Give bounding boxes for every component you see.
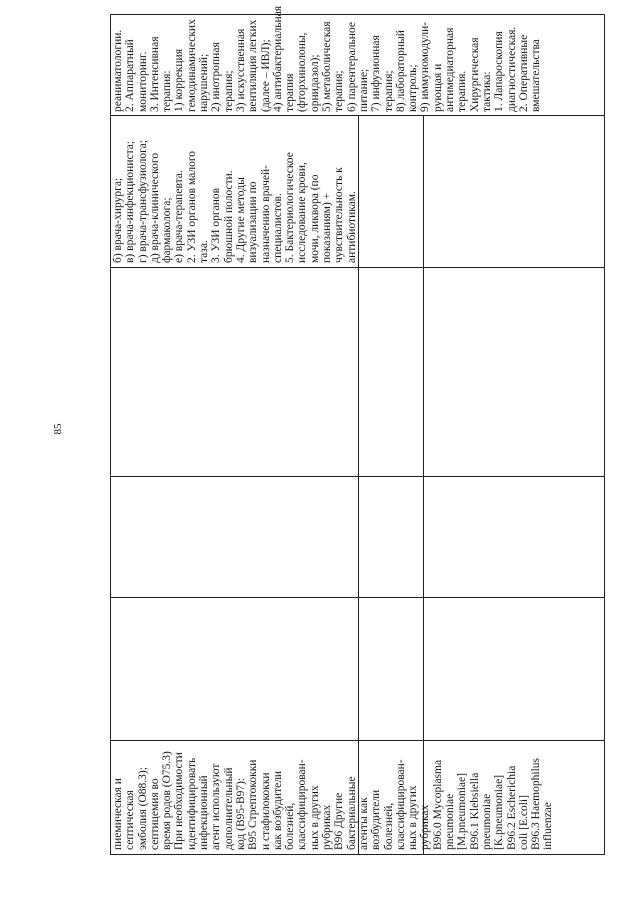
page-number: 85 <box>52 423 64 435</box>
text-line: 8) лабораторный <box>394 30 407 112</box>
text-line: 6) парентеральное <box>345 22 358 112</box>
text-line: B96.3 Haemophilus <box>530 758 543 850</box>
text-line: 5) метаболическая <box>321 21 334 112</box>
text-line: мониторинг. <box>136 51 149 112</box>
text-line: 7) инфузионная <box>370 35 383 112</box>
text-line: код (B95-B97): <box>234 777 247 850</box>
text-line: д) врача-клинического <box>148 152 161 263</box>
text-line: септицемия во <box>148 778 161 850</box>
text-line: coli [E.coli] <box>517 795 530 850</box>
text-line: [M.pneumoniae] <box>456 773 469 850</box>
text-line: диагностическая. <box>505 26 518 112</box>
text-line: При необходимости <box>173 752 186 850</box>
text-line: pneumoniae <box>480 793 493 850</box>
text-line: фармаколога; <box>161 197 174 263</box>
text-line: и стафилококки <box>259 772 272 850</box>
text-line: B96.2 Escherichia <box>505 765 518 850</box>
text-line: терапия. <box>456 70 469 112</box>
text-line: время родов (O75.3) <box>161 751 174 850</box>
text-line: influenzae <box>542 802 555 850</box>
text-line: 3. УЗИ органов <box>210 187 223 263</box>
text-line: реаниматологии. <box>112 29 124 112</box>
text-line: как возбудители <box>271 770 284 850</box>
text-line: рующая и <box>431 63 444 112</box>
text-line: 9) иммуномодули- <box>419 21 432 112</box>
text-line: вентиляция легких <box>247 19 260 112</box>
cell-treatment <box>112 0 547 112</box>
text-line: 4. Другие методы <box>234 177 247 263</box>
text-line: пиемическая и <box>112 778 124 850</box>
text-line: инфекционный <box>198 775 211 850</box>
text-line: контроль; <box>407 64 420 112</box>
cell-diagnosis-codes <box>112 744 582 850</box>
text-line: г) врача-трансфузиолога; <box>136 139 149 263</box>
text-line: 2. Оперативные <box>517 34 530 112</box>
text-line: терапия; <box>333 70 346 112</box>
text-line: специалистов. <box>271 193 284 263</box>
text-line: дополнительный <box>222 767 235 850</box>
text-line: орнидазол); <box>308 54 321 112</box>
text-line: бактериальные <box>345 776 358 850</box>
text-line: тактика: <box>480 71 493 112</box>
text-line: рубриках <box>321 804 334 850</box>
text-line: идентифицировать <box>185 757 198 850</box>
text-line: 2) инотропная <box>210 42 223 112</box>
text-line: Хирургическая <box>468 37 481 112</box>
text-line: терапия; <box>222 70 235 112</box>
text-line: антибиотикам. <box>345 191 358 263</box>
text-line: pneumoniae <box>444 793 457 850</box>
text-line: нарушений; <box>198 53 211 112</box>
text-line: ных в других <box>407 785 420 850</box>
text-line: (фторхинолоны, <box>296 32 309 112</box>
text-line: классифицирован- <box>394 759 407 850</box>
text-line: B96.1 Klebsiella <box>468 772 481 850</box>
text-line: 4) антибактериальная <box>271 5 284 112</box>
text-line: питание; <box>357 68 370 112</box>
text-line: агент используют <box>210 763 223 850</box>
text-line: [K.pneumoniae] <box>493 774 506 850</box>
text-line: е) врача-терапевта. <box>173 170 186 263</box>
text-line: B95 Стрептококки <box>247 759 260 850</box>
text-line: б) врача-хирурга; <box>112 177 124 263</box>
text-line: B96 Другие <box>333 792 346 850</box>
text-line: (далее – ИВЛ); <box>259 39 272 112</box>
text-line: антимедиаторная <box>444 27 457 112</box>
text-line: таза. <box>198 240 211 263</box>
text-line: септическая <box>124 790 137 850</box>
text-line: 1. Лапароскопия <box>493 31 506 112</box>
cell-diagnostics <box>112 123 357 263</box>
text-line: эмболия (O88.3); <box>136 767 149 850</box>
text-line: ных в других <box>308 785 321 850</box>
text-line: болезней, <box>382 802 395 850</box>
text-line: 2. Аппаратный <box>124 39 137 112</box>
text-line: исследование крови, <box>296 162 309 263</box>
text-line: чувствительность к <box>333 167 346 263</box>
text-line: B96.0 Mycoplasma <box>431 759 444 850</box>
text-line: мочи, ликвора (по <box>308 174 321 263</box>
text-line: 3) искусственная <box>234 28 247 112</box>
text-line: рубриках <box>419 804 432 850</box>
text-line: 2. УЗИ органов малого <box>185 150 198 263</box>
text-line: 1) коррекция <box>173 49 186 112</box>
text-line: показаниям) + <box>321 192 334 263</box>
text-line: болезней, <box>284 802 297 850</box>
text-line: в) врача-инфекциониста; <box>124 140 137 263</box>
text-line: брюшной полости. <box>222 170 235 263</box>
text-line: гемодинамических <box>185 19 198 112</box>
text-line: терапия; <box>382 70 395 112</box>
text-line: назначению врачей- <box>259 165 272 263</box>
text-line: возбудители <box>370 789 383 850</box>
text-line: агенты как <box>357 797 370 850</box>
text-line: терапия <box>284 73 297 112</box>
text-line: терапия: <box>161 70 174 112</box>
text-line: визуализации по <box>247 181 260 263</box>
text-line: 5. Бактериологическое <box>284 152 297 263</box>
text-line: 3. Интенсивная <box>148 36 161 112</box>
text-line: вмешательства <box>530 39 543 112</box>
text-line: классифицирован- <box>296 759 309 850</box>
